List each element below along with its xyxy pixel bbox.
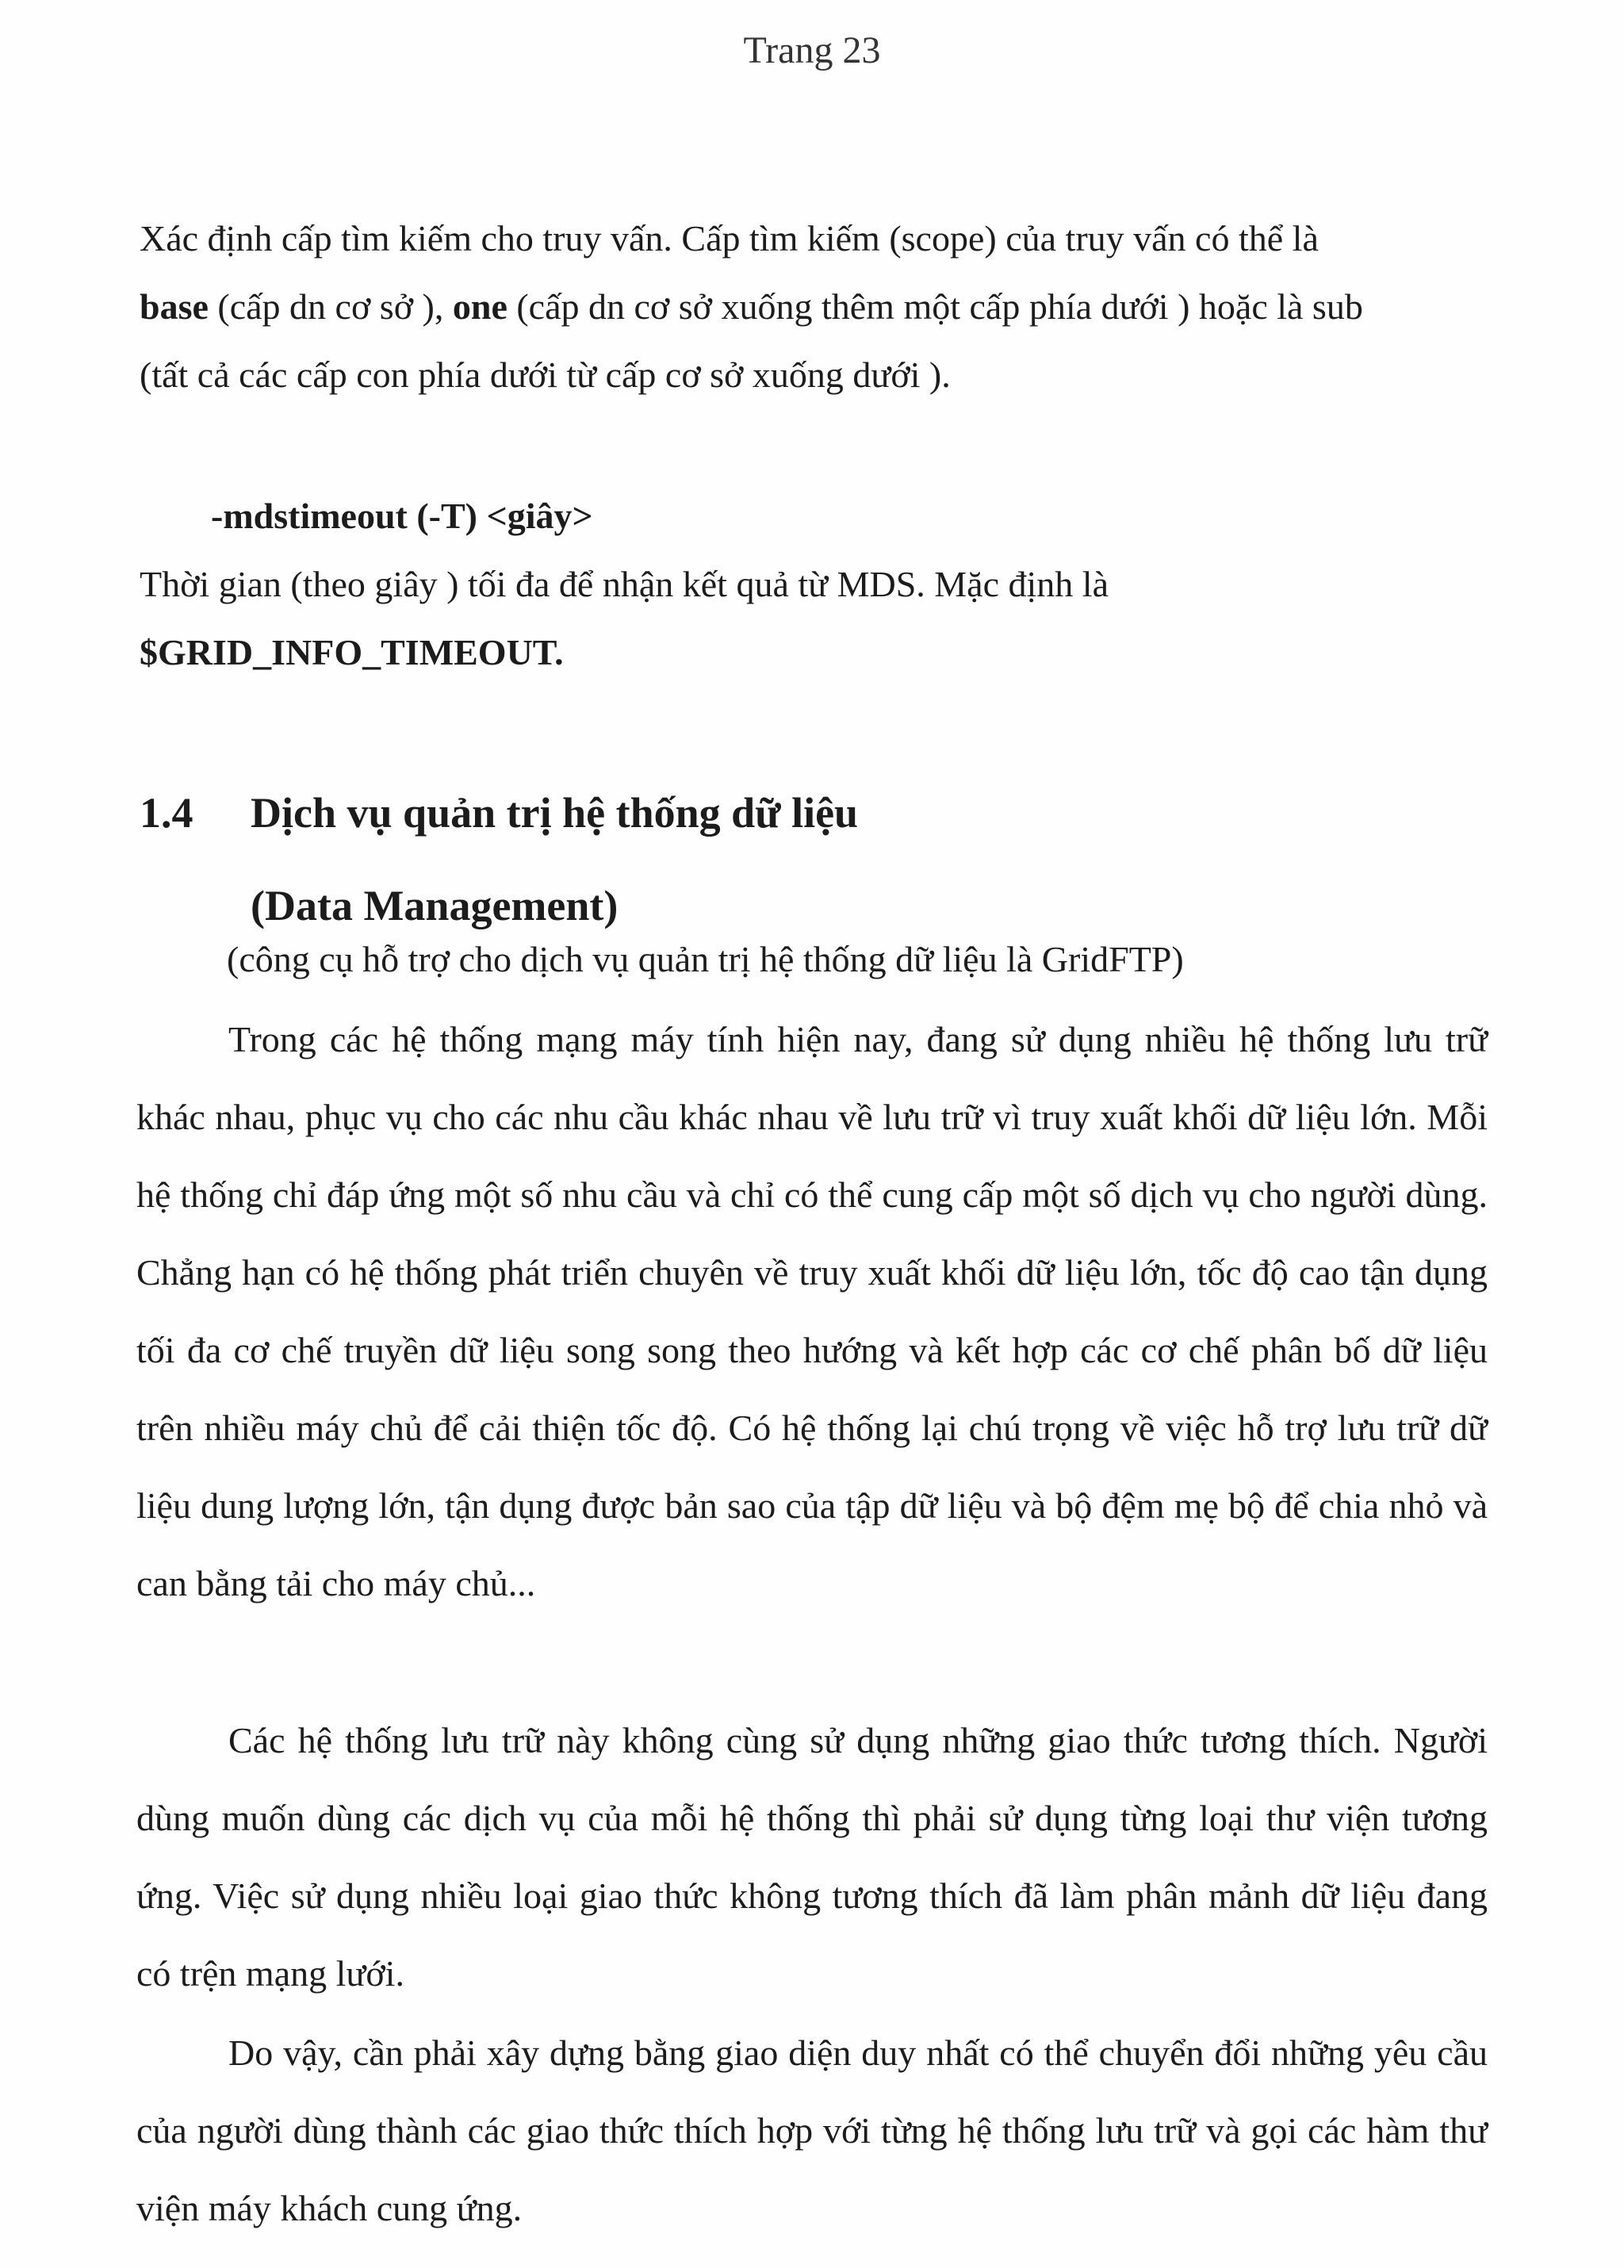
section-number: 1.4: [140, 789, 193, 837]
scope-line-3: (tất cả các cấp con phía dưới từ cấp cơ sở xuống dưới ).: [140, 354, 951, 395]
body-paragraph-1: Trong các hệ thống mạng máy tính hiện nay, đang sử dụng nhiều hệ thống lưu trữ khác nhau, phục vụ cho các nhu cầu khác nhau về lưu trữ vì truy xuất khối dữ liệu lớn. Mỗi hệ thống chỉ đáp ứng một số nhu cầu và chỉ có thể cung cấp một số dịch vụ cho người dùng. Chẳng hạn có hệ thống phát triển chuyên về truy xuất khối dữ liệu lớn, tốc độ cao tận dụng tối đa cơ chế truyền dữ liệu song song theo hướng và kết hợp các cơ chế phân bố dữ liệu trên nhiều máy chủ để cải thiện tốc độ. Có hệ thống lại chú trọng về việc hỗ trợ lưu trữ dữ liệu dung lượng lớn, tận dụng được bản sao của tập dữ liệu và bộ đệm mẹ bộ để chia nhỏ và can bằng tải cho máy chủ...: [136, 1019, 1488, 1603]
base-term: base: [140, 286, 209, 327]
one-desc: (cấp dn cơ sở xuống thêm một cấp phía dưới ) hoặc là sub: [507, 286, 1363, 327]
section-heading: [140, 773, 858, 852]
mdstimeout-option: -mdstimeout (-T) <giây>: [211, 496, 593, 536]
section-subtitle: (Data Management): [251, 882, 619, 929]
mdstimeout-description: Thời gian (theo giây ) tối đa để nhận kết quả từ MDS. Mặc định là: [140, 564, 1109, 604]
page-number: Trang 23: [743, 29, 881, 71]
scope-line-2: [140, 273, 1488, 341]
mdstimeout-default: $GRID_INFO_TIMEOUT.: [140, 632, 564, 672]
scope-paragraph: [140, 205, 1488, 409]
body-paragraph-2: Các hệ thống lưu trữ này không cùng sử dụng những giao thức tương thích. Người dùng muốn dùng các dịch vụ của mỗi hệ thống thì phải sử dụng từng loại thư viện tương ứng. Việc sử dụng nhiều loại giao thức không tương thích đã làm phân mảnh dữ liệu đang có trện mạng lưới.: [136, 1720, 1488, 1994]
one-term: one: [452, 286, 508, 327]
scope-line-1: Xác định cấp tìm kiếm cho truy vấn. Cấp tìm kiếm (scope) của truy vấn có thể là: [140, 218, 1319, 259]
body-paragraph-3: Do vậy, cần phải xây dựng bằng giao diện duy nhất có thể chuyển đổi những yêu cầu của người dùng thành các giao thức thích hợp với từng hệ thống lưu trữ và gọi các hàm thư viện máy khách cung ứng.: [136, 2032, 1488, 2228]
section-title: Dịch vụ quản trị hệ thống dữ liệu: [251, 789, 859, 837]
mdstimeout-paragraph: [140, 550, 1488, 687]
section-note: (công cụ hỗ trợ cho dịch vụ quản trị hệ thống dữ liệu là GridFTP): [227, 939, 1184, 979]
base-desc: (cấp dn cơ sở ),: [208, 286, 453, 327]
